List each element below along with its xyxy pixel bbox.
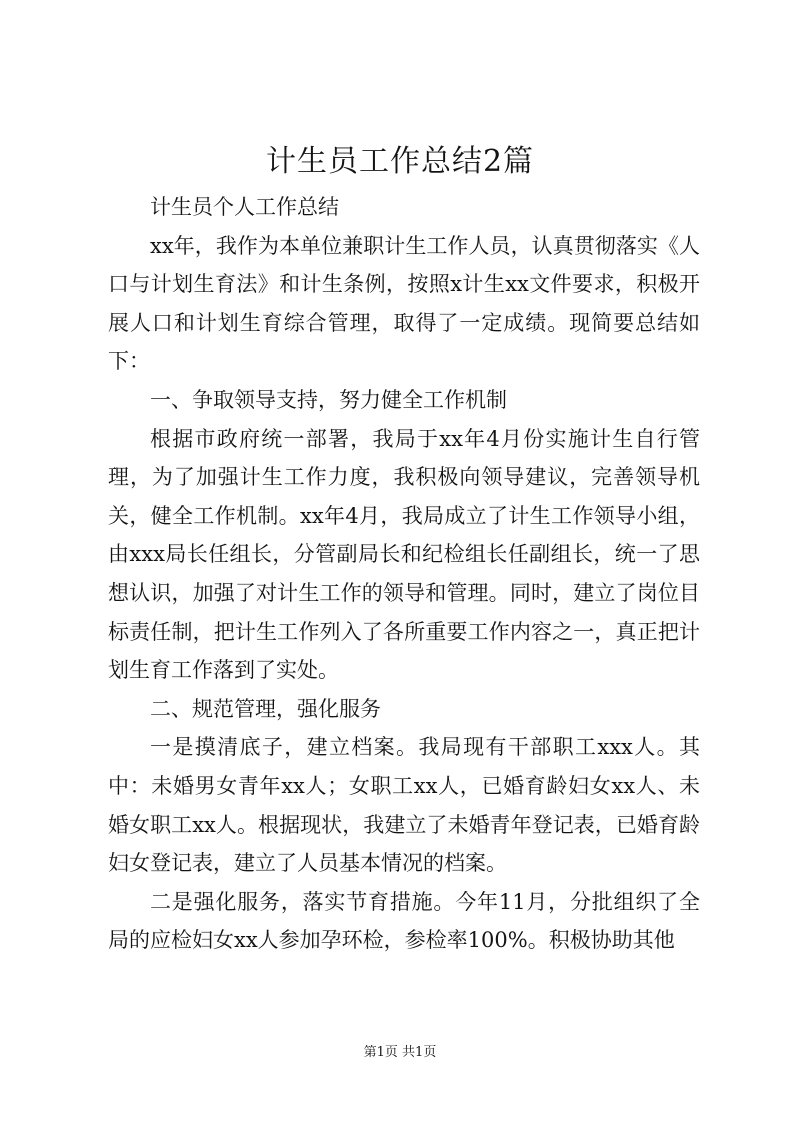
paragraph: 一是摸清底子，建立档案。我局现有干部职工xxx人。其中：未婚男女青年xx人；女职工xx人，已婚育龄妇女xx人、未婚女职工xx人。根据现状，我建立了未婚青年登记表，已婚育龄妇女登记表，建立了人员基本情况的档案。 [108, 735, 700, 876]
section-heading: 二、规范管理，强化服务 [150, 696, 381, 721]
document-title: 计生员工作总结2篇 [265, 144, 535, 179]
paragraph: 根据市政府统一部署，我局于xx年4月份实施计生自行管理，为了加强计生工作力度，我积极向领导建议，完善领导机关，健全工作机制。xx年4月，我局成立了计生工作领导小组，由xxx局长任组长，分管副局长和纪检组长任副组长，统一了思想认识，加强了对计生工作的领导和管理。同时，建立了岗位目标责任制，把计生工作列入了各所重要工作内容之一，真正把计划生育工作落到了实处。 [108, 426, 700, 683]
document-body [108, 188, 700, 960]
page-number-footer: 第1页 共1页 [363, 1045, 437, 1060]
section-heading: 计生员个人工作总结 [150, 195, 339, 219]
section-heading: 一、争取领导支持，努力健全工作机制 [150, 387, 507, 412]
paragraph: xx年，我作为本单位兼职计生工作人员，认真贯彻落实《人口与计划生育法》和计生条例，按照x计生xx文件要求，积极开展人口和计划生育综合管理，取得了一定成绩。现简要总结如下： [108, 233, 700, 374]
paragraph: 二是强化服务，落实节育措施。今年11月，分批组织了全局的应检妇女xx人参加孕环检，参检率100%。积极协助其他 [108, 889, 700, 953]
